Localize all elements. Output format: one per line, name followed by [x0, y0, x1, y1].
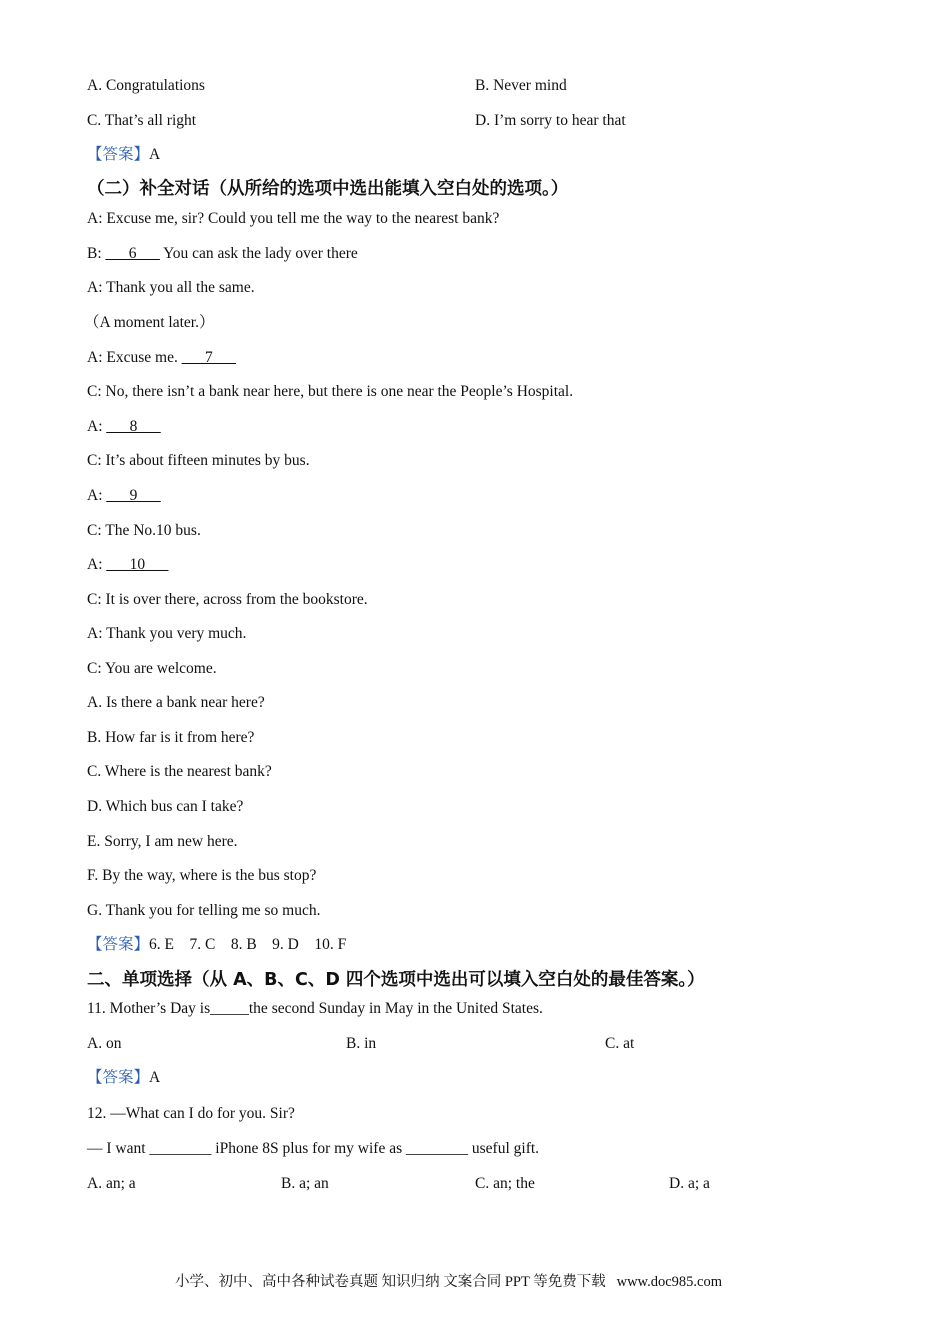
- dialogue-line: C: No, there isn’t a bank near here, but there is one near the People’s Hospital.: [87, 383, 574, 400]
- question-12-line2: — I want ________ iPhone 8S plus for my wife as ________ useful gift.: [87, 1140, 540, 1157]
- dialogue-line: C: The No.10 bus.: [87, 522, 201, 539]
- dialogue-line: A: Excuse me. ___7___: [87, 349, 236, 366]
- q5-option-a: A. Congratulations: [87, 77, 205, 94]
- q5-option-b: B. Never mind: [475, 77, 567, 94]
- blank-7: ___7___: [181, 349, 236, 366]
- dialogue-line: A: ___10___: [87, 556, 169, 573]
- q11-option-a: A. on: [87, 1035, 122, 1052]
- answer-value: 6. E 7. C 8. B 9. D 10. F: [149, 936, 347, 953]
- dialogue-line: C: It’s about fifteen minutes by bus.: [87, 452, 310, 469]
- question-12-stem: 12. —What can I do for you. Sir?: [87, 1105, 295, 1122]
- q5-answer-line: [87, 145, 160, 165]
- blank-8: ___8___: [106, 418, 161, 435]
- answer-tag: 【答案】: [87, 1069, 150, 1086]
- blank-10: ___10___: [106, 556, 169, 573]
- q5-option-c: C. That’s all right: [87, 112, 197, 129]
- q12-option-c: C. an; the: [475, 1175, 535, 1192]
- dialogue-line: A: Thank you very much.: [87, 625, 247, 642]
- dialogue-answer-line: [87, 935, 346, 955]
- q11-option-b: B. in: [346, 1035, 377, 1052]
- q12-option-b: B. a; an: [281, 1175, 329, 1192]
- answer-value: A: [149, 1069, 161, 1086]
- q11-answer-line: [87, 1068, 160, 1088]
- dialogue-line: A: ___8___: [87, 418, 161, 435]
- dialogue-option: A. Is there a bank near here?: [87, 694, 265, 711]
- blank-6: ___6___: [105, 245, 160, 262]
- answer-tag: 【答案】: [87, 936, 150, 953]
- section-heading-single-choice: 二、单项选择（从 A、B、C、D 四个选项中选出可以填入空白处的最佳答案。）: [87, 970, 705, 990]
- dialogue-option: C. Where is the nearest bank?: [87, 763, 272, 780]
- dialogue-line: A: ___9___: [87, 487, 161, 504]
- dialogue-option: D. Which bus can I take?: [87, 798, 244, 815]
- dialogue-line: A: Thank you all the same.: [87, 279, 255, 296]
- dialogue-line: B: ___6___ You can ask the lady over there: [87, 245, 358, 262]
- answer-tag: 【答案】: [87, 146, 150, 163]
- dialogue-line: A: Excuse me, sir? Could you tell me the way to the nearest bank?: [87, 210, 500, 227]
- q12-option-a: A. an; a: [87, 1175, 136, 1192]
- page-footer: 小学、初中、高中各种试卷真题 知识归纳 文案合同 PPT 等免费下载 www.doc985.com: [175, 1274, 722, 1290]
- answer-value: A: [149, 146, 161, 163]
- dialogue-stage-direction: （A moment later.）: [84, 314, 215, 331]
- blank-9: ___9___: [106, 487, 161, 504]
- dialogue-option: F. By the way, where is the bus stop?: [87, 867, 317, 884]
- q12-option-d: D. a; a: [669, 1175, 710, 1192]
- dialogue-option: G. Thank you for telling me so much.: [87, 902, 321, 919]
- dialogue-option: B. How far is it from here?: [87, 729, 255, 746]
- q5-option-d: D. I’m sorry to hear that: [475, 112, 626, 129]
- q11-option-c: C. at: [605, 1035, 635, 1052]
- dialogue-line: C: You are welcome.: [87, 660, 217, 677]
- dialogue-option: E. Sorry, I am new here.: [87, 833, 238, 850]
- section-heading-dialogue: （二）补全对话（从所给的选项中选出能填入空白处的选项。）: [87, 179, 569, 199]
- question-11-stem: 11. Mother’s Day is_____the second Sunday in May in the United States.: [87, 1000, 543, 1017]
- dialogue-line: C: It is over there, across from the bookstore.: [87, 591, 368, 608]
